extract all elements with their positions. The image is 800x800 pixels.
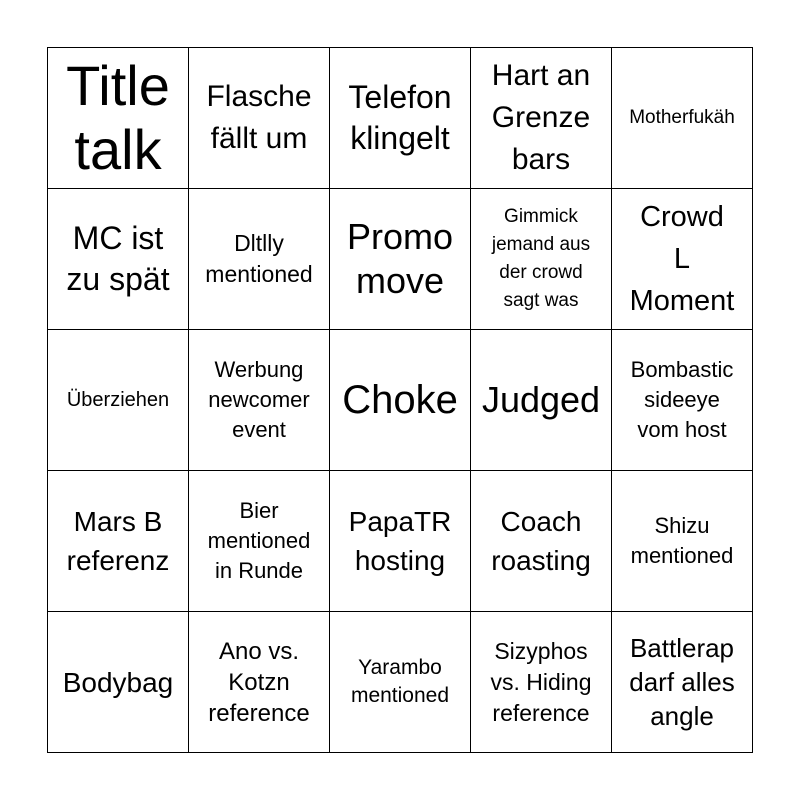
bingo-cell-r5c3[interactable] (330, 612, 471, 753)
bingo-cell-r2c3[interactable] (330, 189, 471, 330)
bingo-cell-label: Hart an Grenze bars (491, 59, 591, 176)
bingo-cell-label: Coach roasting (491, 506, 591, 576)
bingo-cell-r3c5[interactable] (612, 330, 753, 471)
bingo-cell-label: Yarambo mentioned (350, 656, 450, 707)
bingo-cell-r5c2[interactable] (189, 612, 330, 753)
bingo-cell-r2c4[interactable] (471, 189, 612, 330)
bingo-cell-label: Gimmick jemand aus der crowd sagt was (491, 206, 591, 311)
bingo-cell-r2c2[interactable] (189, 189, 330, 330)
bingo-cell-label: Promo move (346, 216, 454, 301)
bingo-cell-label: Dltlly mentioned (205, 230, 313, 287)
bingo-cell-label: Sizyphos vs. Hiding reference (490, 637, 592, 726)
bingo-cell-label: PapaTR hosting (348, 506, 452, 576)
bingo-cell-r5c5[interactable] (612, 612, 753, 753)
bingo-cell-r4c2[interactable] (189, 471, 330, 612)
bingo-cell-r4c4[interactable] (471, 471, 612, 612)
bingo-cell-label: Shizu mentioned (630, 513, 734, 568)
bingo-cell-r4c1[interactable] (48, 471, 189, 612)
bingo-cell-r1c2[interactable] (189, 48, 330, 189)
bingo-cell-label: Bombastic sideeye vom host (630, 357, 734, 442)
bingo-cell-label: Judged (481, 379, 601, 420)
bingo-cell-label: Crowd L Moment (629, 201, 735, 317)
bingo-cell-label: Bier mentioned in Runde (207, 498, 311, 583)
bingo-cell-label: Telefon klingelt (348, 79, 452, 156)
bingo-cell-r3c2[interactable] (189, 330, 330, 471)
bingo-cell-r3c3[interactable] (330, 330, 471, 471)
bingo-cell-label: Mars B referenz (66, 506, 170, 576)
bingo-cell-r1c3[interactable] (330, 48, 471, 189)
bingo-cell-label: Flasche fällt um (206, 80, 312, 155)
bingo-cell-label: Überziehen (66, 389, 170, 411)
bingo-cell-r3c4[interactable] (471, 330, 612, 471)
bingo-cell-r3c1[interactable] (48, 330, 189, 471)
bingo-cell-label: Motherfukäh (629, 107, 735, 128)
bingo-cell-label: Bodybag (62, 666, 174, 698)
bingo-cell-r5c4[interactable] (471, 612, 612, 753)
bingo-cell-r4c3[interactable] (330, 471, 471, 612)
bingo-cell-r5c1[interactable] (48, 612, 189, 753)
bingo-cell-label: Battlerap darf alles angle (629, 633, 735, 731)
bingo-board (47, 47, 753, 753)
bingo-cell-label: Ano vs. Kotzn reference (208, 637, 310, 727)
bingo-cell-r2c5[interactable] (612, 189, 753, 330)
bingo-cell-r1c1[interactable] (48, 48, 189, 189)
bingo-cell-r4c5[interactable] (612, 471, 753, 612)
bingo-cell-label: MC ist zu spät (66, 220, 170, 297)
bingo-cell-label: Werbung newcomer event (208, 357, 310, 442)
bingo-cell-r1c4[interactable] (471, 48, 612, 189)
bingo-cell-label: Title talk (66, 54, 170, 181)
bingo-cell-r1c5[interactable] (612, 48, 753, 189)
bingo-cell-label: Choke (342, 377, 458, 422)
bingo-cell-r2c1[interactable] (48, 189, 189, 330)
